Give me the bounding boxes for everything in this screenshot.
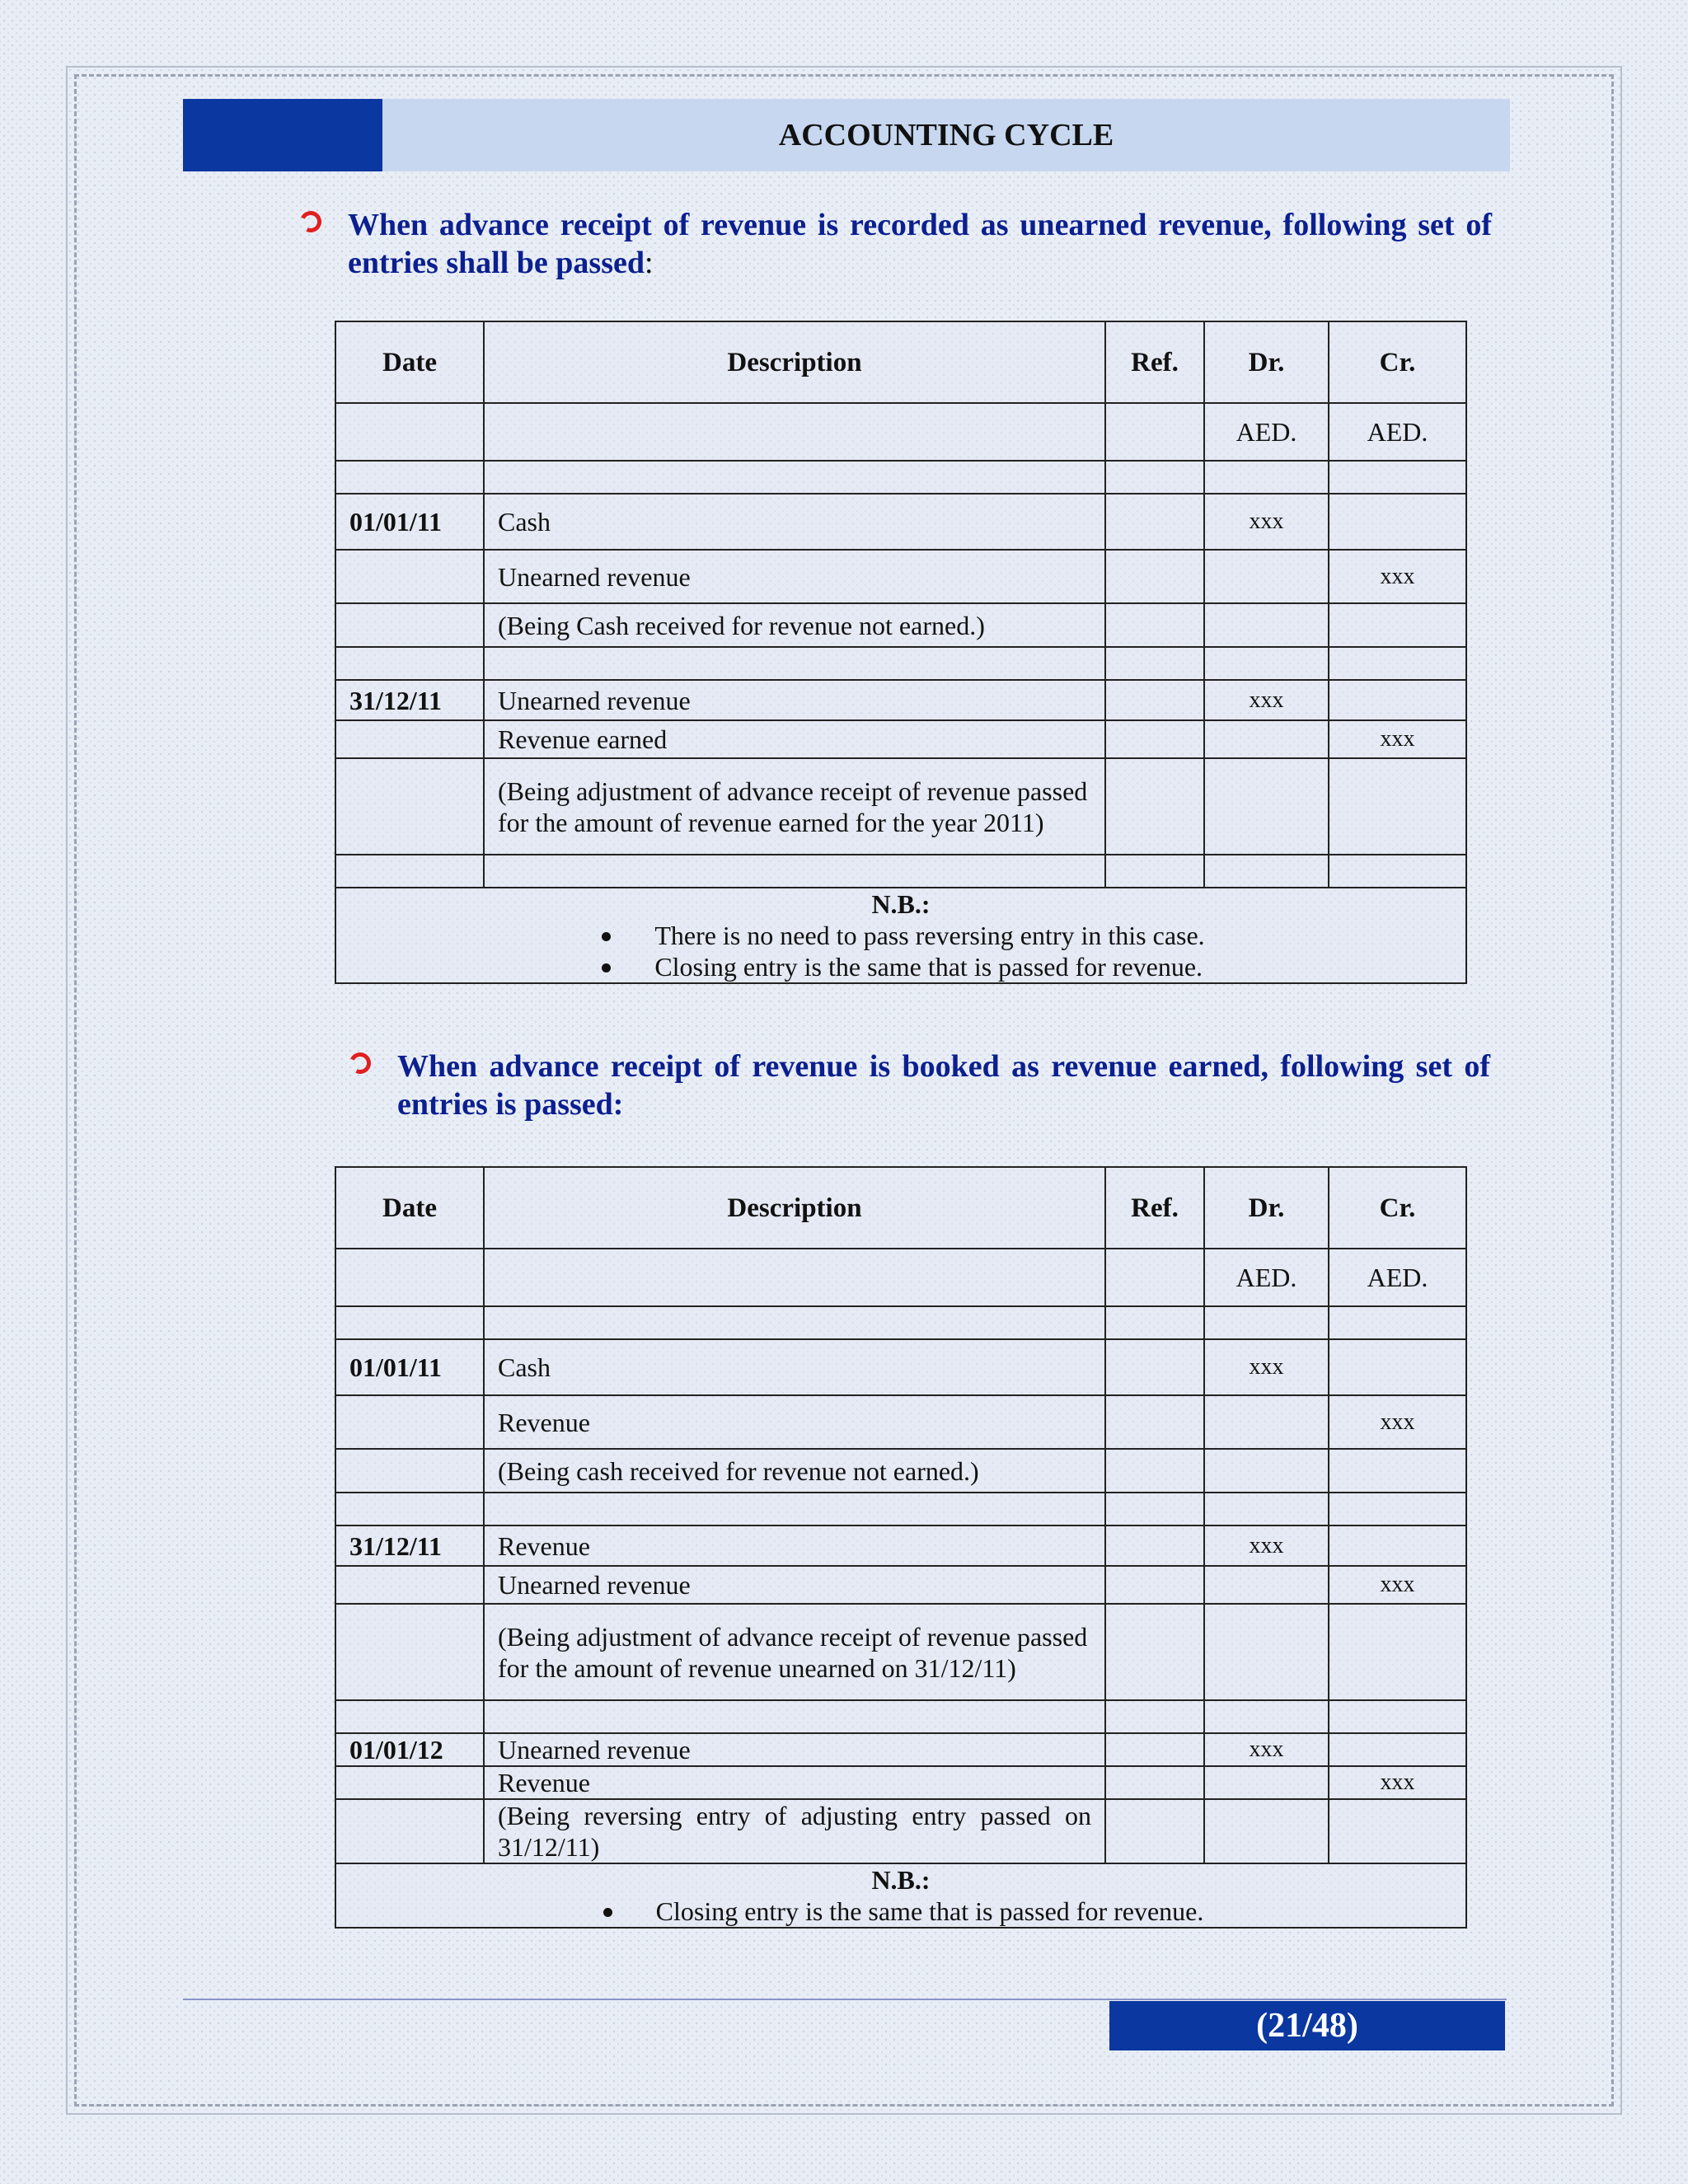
entry-ref xyxy=(1105,1766,1204,1799)
journal-table-1 xyxy=(335,321,1467,984)
table-row xyxy=(335,1339,1466,1395)
header-accent-block xyxy=(183,99,382,171)
entry-cr xyxy=(1329,1799,1466,1863)
entry-dr xyxy=(1204,1604,1329,1700)
entry-cr xyxy=(1329,603,1466,647)
section2-heading-text: When advance receipt of revenue is booked as revenue earned, following set of entries is passed: xyxy=(397,1049,1490,1122)
entry-dr xyxy=(1204,720,1329,758)
col-header-description: Description xyxy=(484,1167,1105,1249)
table-row xyxy=(335,1526,1466,1566)
entry-dr xyxy=(1204,1395,1329,1449)
entry-date xyxy=(335,758,484,855)
entry-dr xyxy=(1204,758,1329,855)
entry-ref xyxy=(1105,1799,1204,1863)
entry-ref xyxy=(1105,603,1204,647)
entry-description: Cash xyxy=(484,1339,1105,1395)
entry-ref xyxy=(1105,1339,1204,1395)
currency-dr: AED. xyxy=(1204,403,1329,461)
entry-ref xyxy=(1105,1449,1204,1493)
nb-list xyxy=(597,920,1204,982)
currency-row xyxy=(335,1249,1466,1306)
entry-ref xyxy=(1105,758,1204,855)
page-header xyxy=(183,99,1510,171)
spacer-row xyxy=(335,855,1466,888)
entry-dr: xxx xyxy=(1204,680,1329,720)
entry-cr xyxy=(1329,680,1466,720)
entry-cr xyxy=(1329,758,1466,855)
entry-date xyxy=(335,720,484,758)
entry-ref xyxy=(1105,680,1204,720)
entry-cr xyxy=(1329,1339,1466,1395)
spacer-row xyxy=(335,1306,1466,1339)
entry-date xyxy=(335,603,484,647)
table-header-row xyxy=(335,1167,1466,1249)
table-header-row xyxy=(335,321,1466,403)
entry-cr: xxx xyxy=(1329,1766,1466,1799)
table-row xyxy=(335,1604,1466,1700)
entry-dr: xxx xyxy=(1204,1733,1329,1766)
spacer-row xyxy=(335,647,1466,680)
entry-dr xyxy=(1204,1799,1329,1863)
page-number: (21/48) xyxy=(1109,2001,1505,2050)
journal-table-2 xyxy=(335,1166,1467,1929)
table-row xyxy=(335,550,1466,603)
spacer-row xyxy=(335,1700,1466,1733)
entry-date xyxy=(335,550,484,603)
section1-heading-colon: : xyxy=(644,246,654,280)
section1-heading-text: When advance receipt of revenue is recorded as unearned revenue, following set of entries shall be passed xyxy=(348,208,1492,280)
table-row xyxy=(335,720,1466,758)
col-header-date: Date xyxy=(335,321,484,403)
entry-description: (Being adjustment of advance receipt of revenue passed for the amount of revenue unearned on 31/12/11) xyxy=(484,1604,1105,1700)
entry-date: 01/01/11 xyxy=(335,1339,484,1395)
col-header-date: Date xyxy=(335,1167,484,1249)
table-row xyxy=(335,1449,1466,1493)
table-row xyxy=(335,1766,1466,1799)
entry-cr: xxx xyxy=(1329,720,1466,758)
entry-ref xyxy=(1105,720,1204,758)
nb-item: Closing entry is the same that is passed for revenue. xyxy=(598,1896,1204,1927)
entry-dr xyxy=(1204,550,1329,603)
entry-description: Unearned revenue xyxy=(484,550,1105,603)
col-header-cr: Cr. xyxy=(1329,1167,1466,1249)
entry-description: (Being Cash received for revenue not earned.) xyxy=(484,603,1105,647)
spacer-row xyxy=(335,1493,1466,1526)
entry-description: Revenue xyxy=(484,1395,1105,1449)
entry-date: 31/12/11 xyxy=(335,1526,484,1566)
table-row xyxy=(335,1566,1466,1604)
entry-description: Revenue earned xyxy=(484,720,1105,758)
table-row xyxy=(335,1733,1466,1766)
col-header-ref: Ref. xyxy=(1105,1167,1204,1249)
col-header-description: Description xyxy=(484,321,1105,403)
entry-cr xyxy=(1329,1526,1466,1566)
currency-row xyxy=(335,403,1466,461)
entry-ref xyxy=(1105,550,1204,603)
entry-dr xyxy=(1204,603,1329,647)
entry-cr xyxy=(1329,1449,1466,1493)
section2-heading xyxy=(397,1047,1490,1123)
currency-cr: AED. xyxy=(1329,1249,1466,1306)
entry-cr: xxx xyxy=(1329,1566,1466,1604)
nb-note xyxy=(335,1863,1466,1928)
entry-date xyxy=(335,1766,484,1799)
entry-ref xyxy=(1105,1526,1204,1566)
table-row xyxy=(335,1799,1466,1863)
table-row xyxy=(335,680,1466,720)
entry-description: (Being reversing entry of adjusting entry passed on 31/12/11) xyxy=(484,1799,1105,1863)
table-row xyxy=(335,603,1466,647)
entry-dr: xxx xyxy=(1204,494,1329,550)
entry-dr: xxx xyxy=(1204,1339,1329,1395)
table-row xyxy=(335,758,1466,855)
entry-dr: xxx xyxy=(1204,1526,1329,1566)
nb-title: N.B.: xyxy=(871,889,931,919)
entry-date xyxy=(335,1604,484,1700)
currency-cr: AED. xyxy=(1329,403,1466,461)
entry-date: 01/01/11 xyxy=(335,494,484,550)
footer-divider xyxy=(183,1999,1507,2000)
entry-date xyxy=(335,1799,484,1863)
col-header-dr: Dr. xyxy=(1204,321,1329,403)
entry-ref xyxy=(1105,1395,1204,1449)
nb-note xyxy=(335,888,1466,983)
col-header-cr: Cr. xyxy=(1329,321,1466,403)
entry-date xyxy=(335,1449,484,1493)
entry-ref xyxy=(1105,494,1204,550)
spacer-row xyxy=(335,461,1466,494)
nb-title: N.B.: xyxy=(871,1865,931,1895)
entry-cr xyxy=(1329,1733,1466,1766)
entry-dr xyxy=(1204,1566,1329,1604)
col-header-ref: Ref. xyxy=(1105,321,1204,403)
entry-dr xyxy=(1204,1766,1329,1799)
nb-row xyxy=(335,888,1466,983)
entry-description: Unearned revenue xyxy=(484,680,1105,720)
entry-dr xyxy=(1204,1449,1329,1493)
entry-date xyxy=(335,1395,484,1449)
entry-cr: xxx xyxy=(1329,550,1466,603)
table-row xyxy=(335,1395,1466,1449)
entry-description: (Being adjustment of advance receipt of revenue passed for the amount of revenue earned for the year 2011) xyxy=(484,758,1105,855)
entry-date xyxy=(335,1566,484,1604)
entry-description: Revenue xyxy=(484,1766,1105,1799)
entry-description: Unearned revenue xyxy=(484,1566,1105,1604)
entry-description: Revenue xyxy=(484,1526,1105,1566)
page-title: ACCOUNTING CYCLE xyxy=(778,118,1114,152)
entry-ref xyxy=(1105,1604,1204,1700)
nb-item: Closing entry is the same that is passed for revenue. xyxy=(597,951,1204,982)
entry-date: 31/12/11 xyxy=(335,680,484,720)
nb-list xyxy=(598,1896,1204,1927)
table-row xyxy=(335,494,1466,550)
entry-cr: xxx xyxy=(1329,1395,1466,1449)
entry-date: 01/01/12 xyxy=(335,1733,484,1766)
col-header-dr: Dr. xyxy=(1204,1167,1329,1249)
entry-ref xyxy=(1105,1733,1204,1766)
entry-ref xyxy=(1105,1566,1204,1604)
currency-dr: AED. xyxy=(1204,1249,1329,1306)
entry-description: Cash xyxy=(484,494,1105,550)
entry-cr xyxy=(1329,1604,1466,1700)
nb-row xyxy=(335,1863,1466,1928)
entry-description: (Being cash received for revenue not earned.) xyxy=(484,1449,1105,1493)
nb-item: There is no need to pass reversing entry in this case. xyxy=(597,920,1204,951)
entry-description: Unearned revenue xyxy=(484,1733,1105,1766)
entry-cr xyxy=(1329,494,1466,550)
section1-heading xyxy=(348,206,1492,282)
